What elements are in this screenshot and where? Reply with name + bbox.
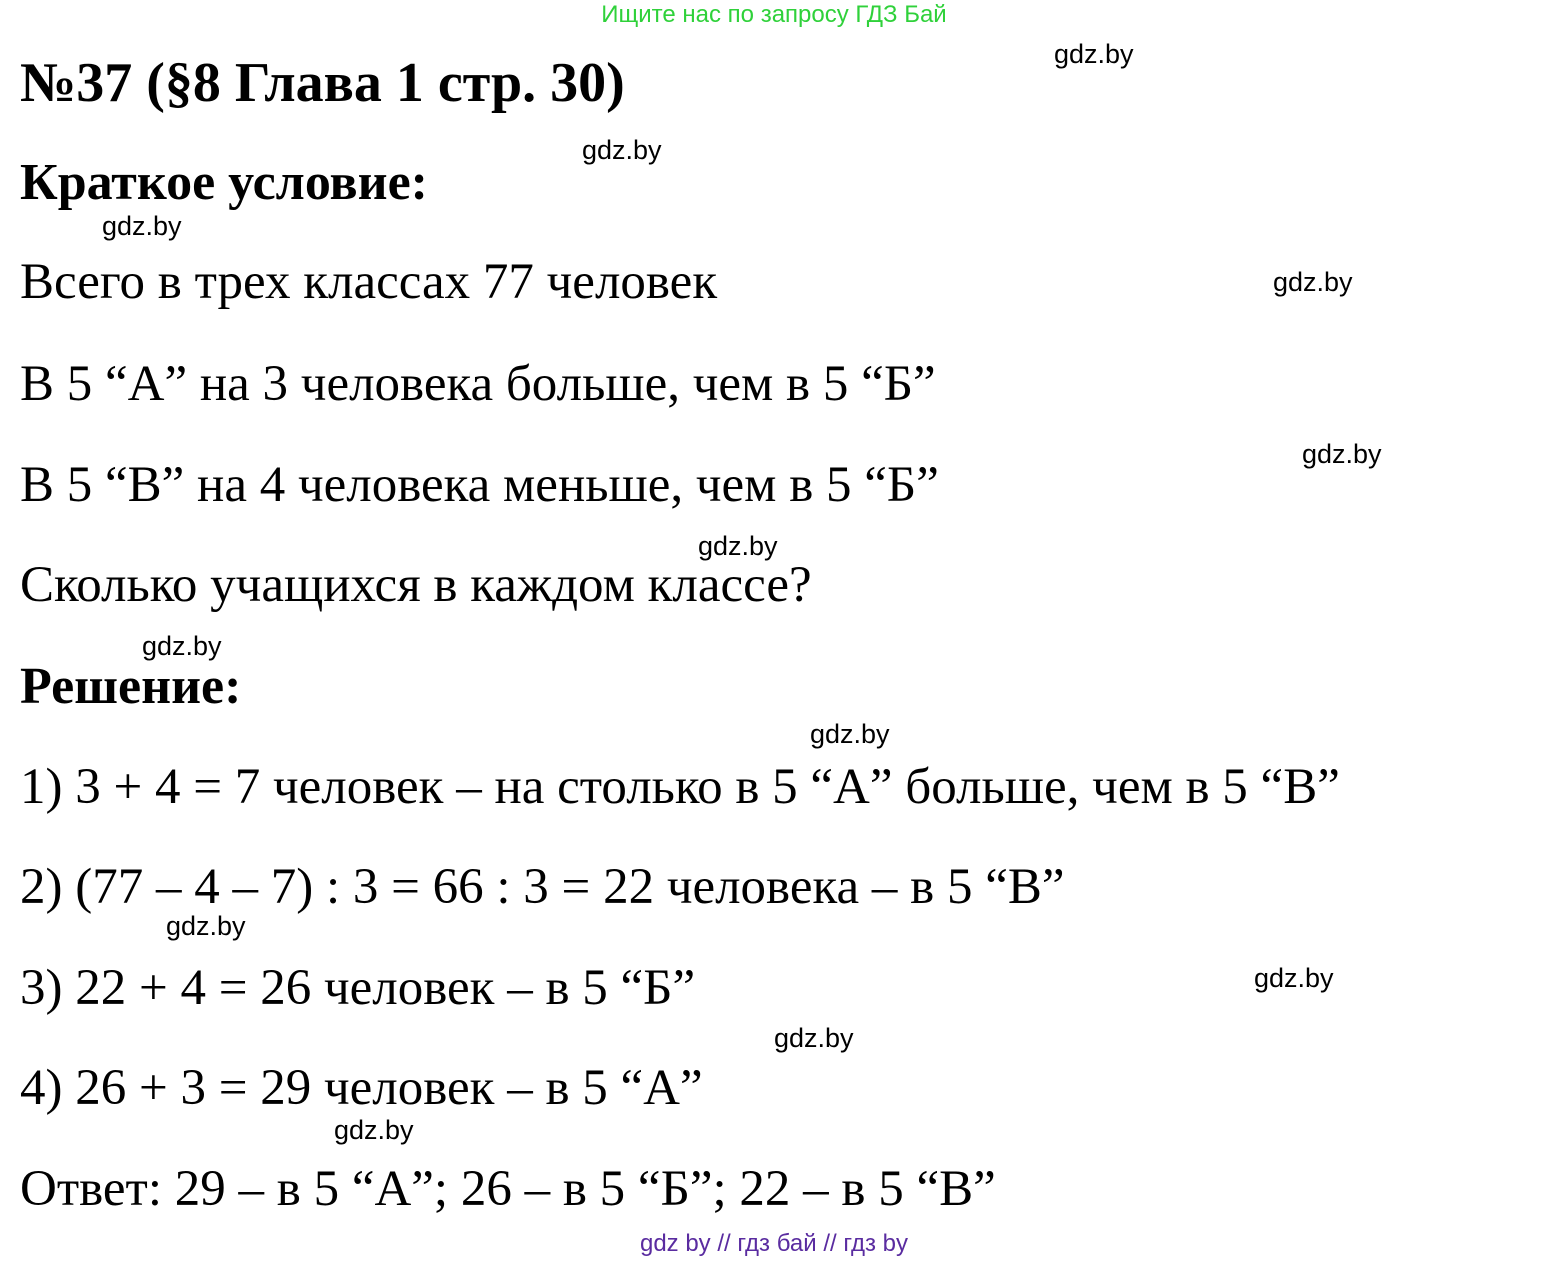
- answer-line: Ответ: 29 – в 5 “А”; 26 – в 5 “Б”; 22 – в 5 “В”: [20, 1161, 996, 1217]
- watermark: gdz.by: [1054, 39, 1134, 69]
- watermark: gdz.by: [1254, 963, 1334, 993]
- page-title: №37 (§8 Глава 1 стр. 30): [20, 52, 625, 114]
- watermark: gdz.by: [698, 531, 778, 561]
- watermark: gdz.by: [142, 631, 222, 661]
- condition-heading: Краткое условие:: [20, 154, 428, 211]
- watermark: gdz.by: [102, 211, 182, 241]
- footer-links[interactable]: gdz by // гдз бай // гдз by: [639, 1230, 909, 1257]
- solution-step: 3) 22 + 4 = 26 человек – в 5 “Б”: [20, 960, 696, 1016]
- watermark: gdz.by: [582, 135, 662, 165]
- solution-step: 2) (77 – 4 – 7) : 3 = 66 : 3 = 22 человека – в 5 “В”: [20, 859, 1065, 915]
- watermark: gdz.by: [1273, 267, 1353, 297]
- solution-step: 1) 3 + 4 = 7 человек – на столько в 5 “А” больше, чем в 5 “В”: [20, 759, 1340, 815]
- condition-line: В 5 “А” на 3 человека больше, чем в 5 “Б”: [20, 356, 936, 412]
- watermark: gdz.by: [334, 1115, 414, 1145]
- condition-line: Всего в трех классах 77 человек: [20, 254, 718, 310]
- solution-step: 4) 26 + 3 = 29 человек – в 5 “А”: [20, 1060, 703, 1116]
- watermark: gdz.by: [166, 911, 246, 941]
- watermark: gdz.by: [1302, 439, 1382, 469]
- watermark: gdz.by: [810, 719, 890, 749]
- solution-heading: Решение:: [20, 658, 242, 715]
- condition-line: Сколько учащихся в каждом классе?: [20, 557, 812, 613]
- condition-line: В 5 “В” на 4 человека меньше, чем в 5 “Б”: [20, 457, 939, 513]
- watermark: gdz.by: [774, 1023, 854, 1053]
- top-banner[interactable]: Ищите нас по запросу ГДЗ Бай: [601, 1, 947, 28]
